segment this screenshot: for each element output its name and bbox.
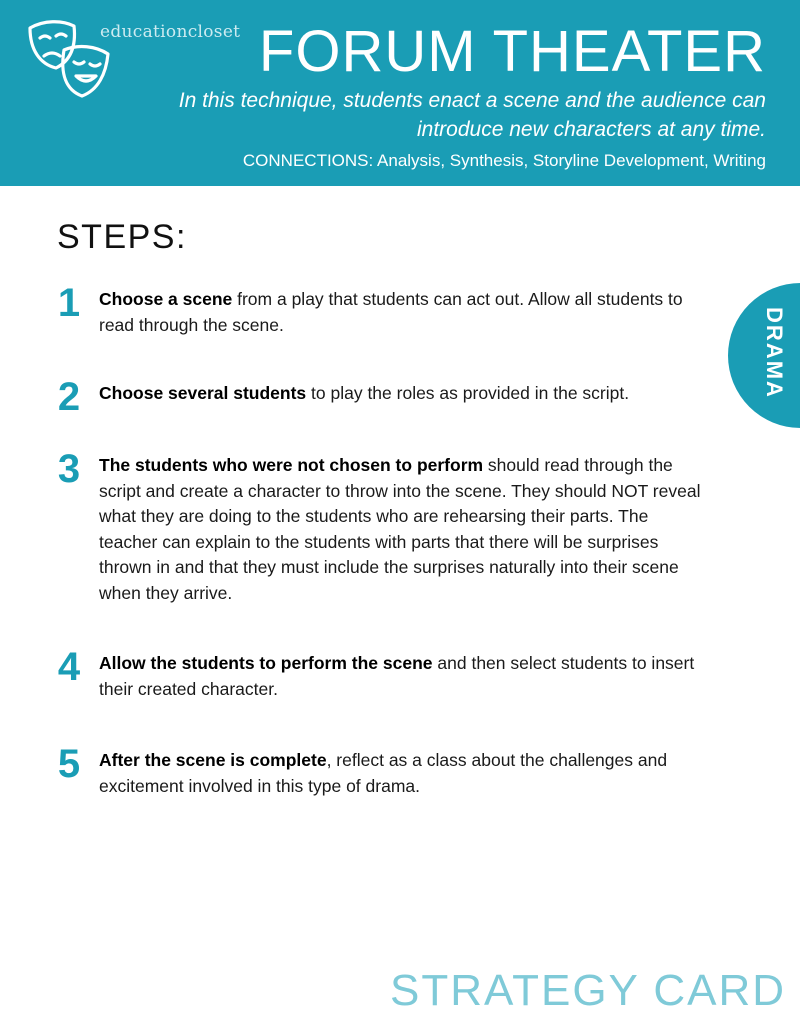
step-bold-text: Choose a scene bbox=[99, 289, 233, 309]
step-text bbox=[99, 748, 709, 799]
step-number: 4 bbox=[57, 645, 81, 689]
step-text bbox=[99, 287, 709, 338]
step-body-text: , reflect as a class about the challenges and excitement involved in this type of drama. bbox=[99, 750, 668, 796]
step-text bbox=[99, 453, 709, 606]
steps-heading: STEPS: bbox=[57, 218, 187, 256]
page-subtitle: In this technique, students enact a scene and the audience can introduce new characters at any time. bbox=[178, 89, 766, 141]
step-number: 5 bbox=[57, 742, 81, 786]
step-bold-text: Allow the students to perform the scene bbox=[99, 653, 433, 673]
step-body-text: and then select students to insert their created character. bbox=[99, 653, 695, 699]
step-text bbox=[99, 381, 709, 407]
step-text bbox=[99, 651, 709, 702]
step-number: 2 bbox=[57, 375, 81, 419]
step-bold-text: After the scene is complete bbox=[99, 750, 327, 770]
step-body-text: to play the roles as provided in the script. bbox=[306, 383, 630, 403]
connections-line: CONNECTIONS: Analysis, Synthesis, Storyline Development, Writing bbox=[242, 151, 766, 170]
footer-label: STRATEGY CARD bbox=[390, 966, 786, 1015]
step-bold-text: The students who were not chosen to perform bbox=[99, 455, 484, 475]
header-banner bbox=[0, 0, 800, 186]
category-tab-label: DRAMA bbox=[762, 307, 787, 399]
step-number: 1 bbox=[57, 281, 81, 325]
step-bold-text: Choose several students bbox=[99, 383, 307, 403]
page-title: FORUM THEATER bbox=[258, 19, 766, 84]
step-body-text: should read through the script and create a character to throw into the scene. They should NOT reveal what they are doing to the students who are rehearsing their parts. The teacher can explain to the students with parts that there will be surprises thrown in and that they must include the surprises naturally into their scene when they arrive. bbox=[99, 455, 701, 603]
step-body-text: from a play that students can act out. Allow all students to read through the scene. bbox=[99, 289, 683, 335]
step-number: 3 bbox=[57, 447, 81, 491]
brand-name: educationcloset bbox=[100, 22, 241, 42]
